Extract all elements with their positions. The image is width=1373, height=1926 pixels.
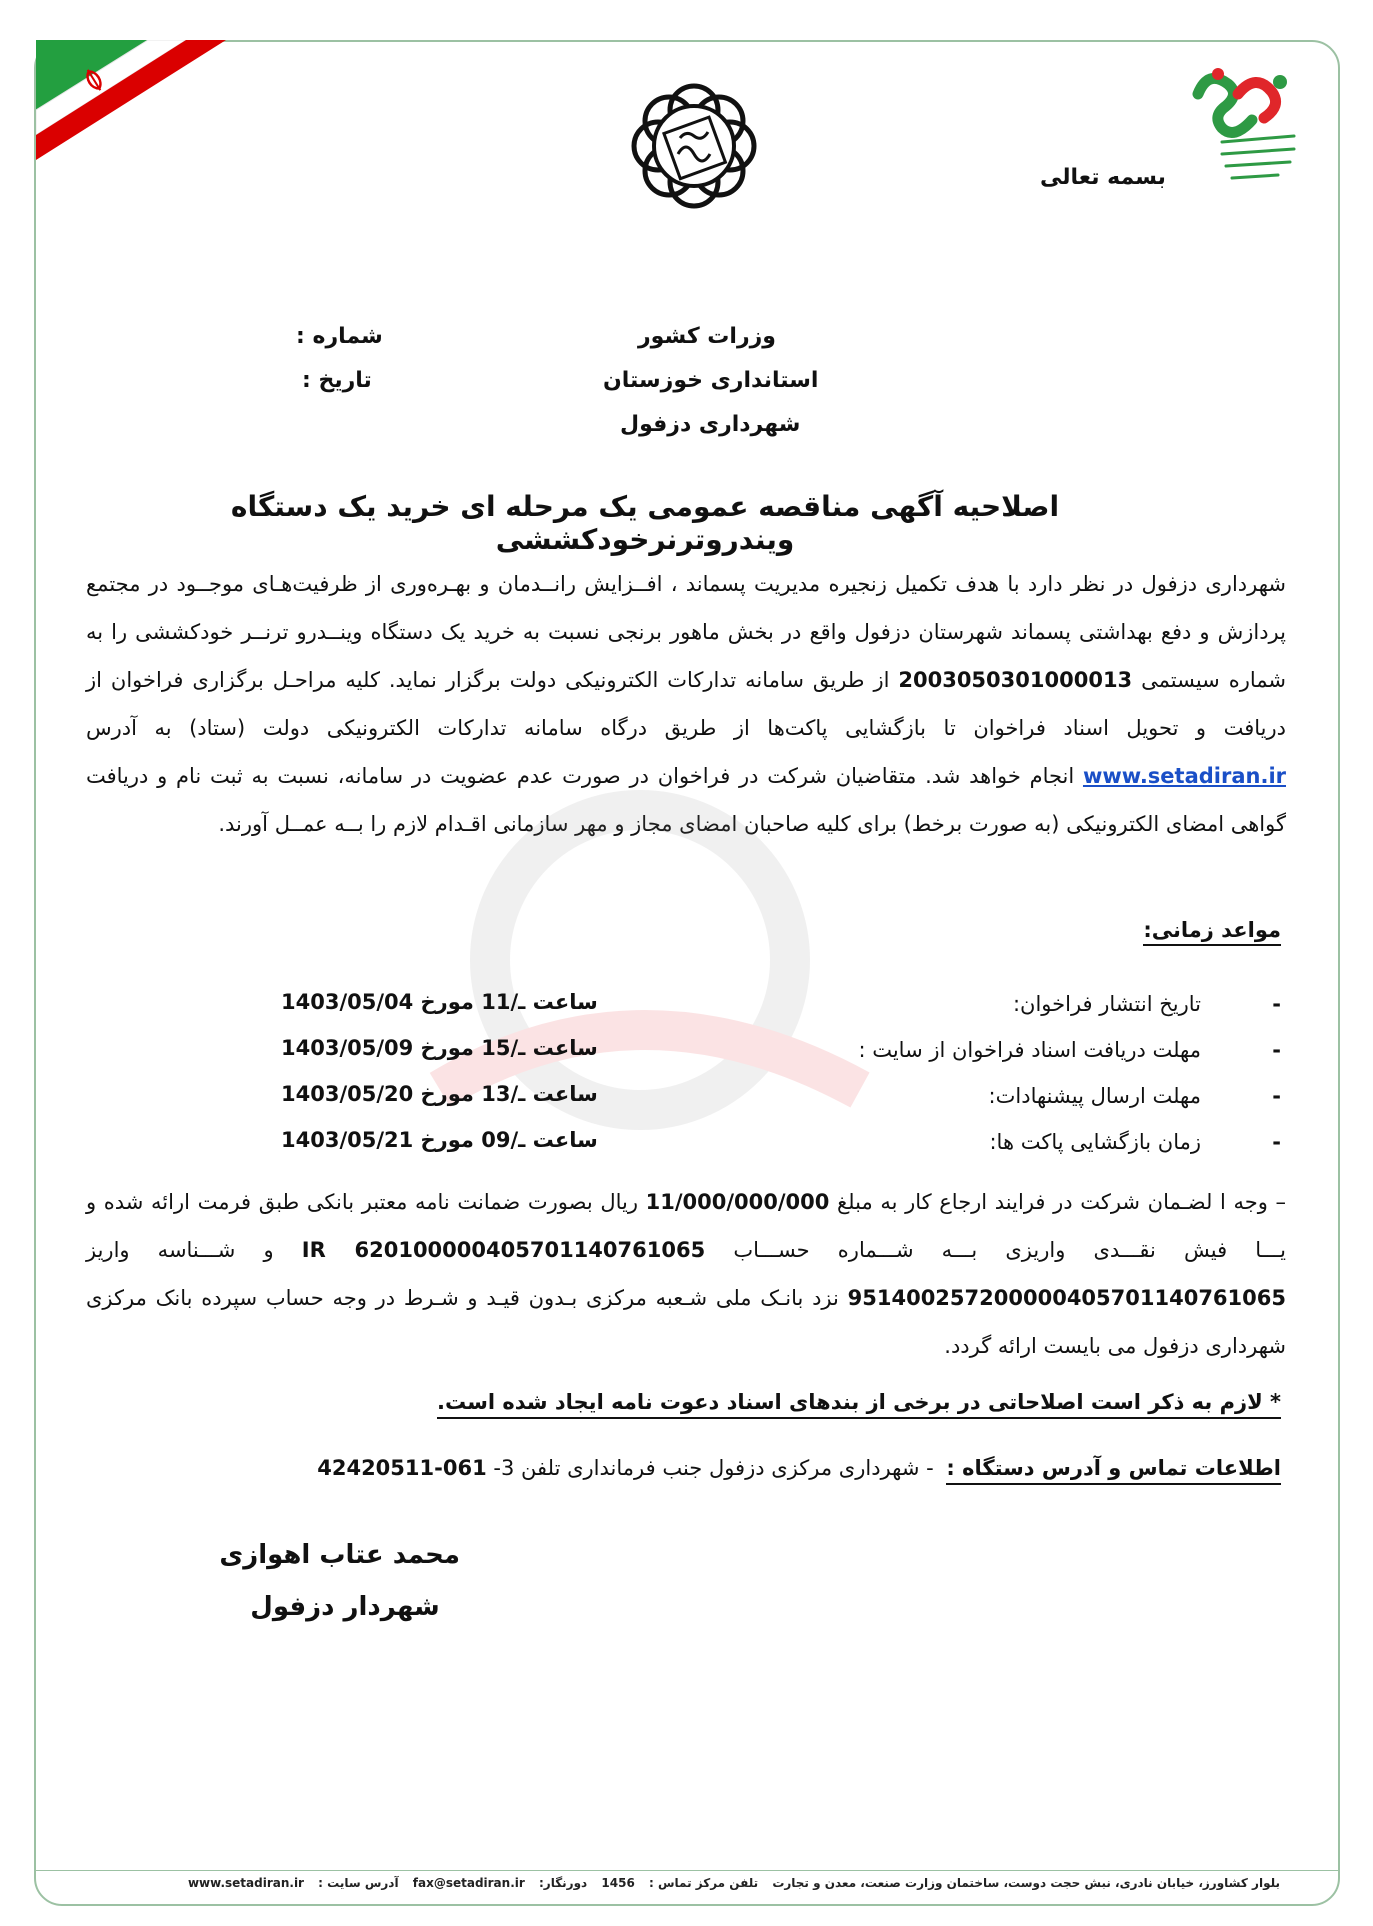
contact-label: اطلاعات تماس و آدرس دستگاه : — [946, 1456, 1281, 1485]
guarantee-part2: ریال بصورت ضمانت نامه معتبر بانکی طبق فرمت ارائه شده و یـــا فیش نقـــدی واریزی بـــه شـــماره حســـاب — [86, 1190, 1286, 1262]
schedule-value: ساعت ـ/13 مورخ 1403/05/20 — [281, 1082, 598, 1106]
signer-name: محمد عتاب اهوازی — [219, 1540, 460, 1570]
contact-phone: 061-42420511 — [317, 1456, 487, 1480]
guarantee-amount: 11/000/000/000 — [645, 1190, 830, 1214]
bullet-dash: - — [1272, 1038, 1281, 1062]
signer-title: شهردار دزفول — [250, 1592, 440, 1622]
schedule-row — [281, 1032, 1281, 1072]
footer-phone-label: تلفن مرکز تماس : — [649, 1876, 759, 1890]
schedule-label: مهلت ارسال پیشنهادات: — [988, 1084, 1201, 1108]
footer — [150, 1876, 1280, 1890]
iran-flag-emblem — [36, 40, 226, 160]
amendment-note: * لازم به ذکر است اصلاحاتی در برخی از بندهای اسناد دعوت نامه ایجاد شده است. — [437, 1390, 1281, 1419]
account-number: IR 620100000405701140761065 — [301, 1238, 706, 1262]
contact-line — [317, 1456, 1281, 1480]
schedule-row — [281, 986, 1281, 1026]
guarantee-paragraph — [86, 1178, 1286, 1370]
schedule-label: تاریخ انتشار فراخوان: — [1012, 992, 1201, 1016]
schedule-label: مهلت دریافت اسناد فراخوان از سایت : — [858, 1038, 1201, 1062]
letter-number-label: شماره : — [296, 324, 383, 349]
contact-address: - شهرداری مرکزی دزفول جنب فرمانداری تلفن 3- — [493, 1456, 934, 1480]
org-ministry: وزرات کشور — [638, 324, 776, 349]
notice-body-part2: از طریق سامانه تدارکات الکترونیکی دولت برگزار نماید. کلیه مراحـل برگزاری فراخوان از دریافت و تحویل اسناد فراخوان تا بازگشایی پاکت‌ها از طریق درگاه سامانه تدارکات الکترونیکی دولت (ستاد) به آدرس — [86, 668, 1286, 740]
dezful-municipality-seal — [628, 80, 760, 212]
schedule-row — [281, 1078, 1281, 1118]
footer-divider — [34, 1870, 1338, 1871]
basmala-heading: بسمه تعالی — [1040, 165, 1166, 190]
guarantee-part4: نزد بانـک ملی شـعبه مرکزی بـدون قیـد و شـرط در وجه حساب سپرده بانک مرکزی شهرداری دزفول می بایست ارائه گردد. — [86, 1286, 1286, 1358]
setad-e-procurement-logo — [1168, 54, 1318, 194]
system-number: 2003050301000013 — [898, 668, 1133, 692]
notice-body-part1: شهرداری دزفول در نظر دارد با هدف تکمیل زنجیره مدیریت پسماند ، افــزایش رانــدمان و بهـره‌وری از ظرفیت‌هـای موجــود در مجتمع پردازش و دفع بهداشتی پسماند شهرستان دزفول واقع در بخش ماهور برنجی نسبت به خرید یک دستگاه وینــدرو ترنــر خودکششی را به شماره سیستمی — [86, 572, 1286, 692]
footer-address: بلوار کشاورز، خیابان نادری، نبش حجت دوست، ساختمان وزارت صنعت، معدن و تجارت — [772, 1876, 1280, 1890]
setad-website-link[interactable]: www.setadiran.ir — [1082, 764, 1286, 788]
bullet-dash: - — [1272, 1130, 1281, 1154]
schedule-row — [281, 1124, 1281, 1164]
footer-site-label: آدرس سایت : — [318, 1876, 399, 1890]
footer-fax[interactable]: fax@setadiran.ir — [412, 1876, 525, 1890]
payment-id: 951400257200000405701140761065 — [847, 1286, 1286, 1310]
footer-site[interactable]: www.setadiran.ir — [187, 1876, 304, 1890]
schedule-label: زمان بازگشایی پاکت ها: — [989, 1130, 1201, 1154]
schedule-value: ساعت ـ/11 مورخ 1403/05/04 — [281, 990, 598, 1014]
notice-title: اصلاحیه آگهی مناقصه عمومی یک مرحله ای خرید یک دستگاه ویندروترنرخودکششی — [230, 490, 1060, 556]
org-governorate: استانداری خوزستان — [603, 368, 819, 393]
notice-body-part3: انجام خواهد شد. متقاضیان شرکت در فراخوان در صورت عدم عضویت در سامانه، نسبت به ثبت نام و دریافت گواهی امضای الکترونیکی (به صورت برخط) برای کلیه صاحبان امضای مجاز و مهر سازمانی اقـدام لازم را بــه عمــل آورند. — [86, 764, 1286, 836]
org-municipality: شهرداری دزفول — [620, 412, 801, 437]
schedule-heading: مواعد زمانی: — [1143, 918, 1281, 946]
bullet-dash: - — [1272, 1084, 1281, 1108]
schedule-value: ساعت ـ/15 مورخ 1403/05/09 — [281, 1036, 598, 1060]
schedule-value: ساعت ـ/09 مورخ 1403/05/21 — [281, 1128, 598, 1152]
letter-date-label: تاریخ : — [302, 368, 372, 393]
guarantee-part3: و شـــناسه واریز — [86, 1238, 274, 1262]
footer-fax-label: دورنگار: — [538, 1876, 588, 1890]
guarantee-part1: – وجه ا لضـمان شرکت در فرایند ارجاع کار به مبلغ — [837, 1190, 1286, 1214]
footer-phone: 1456 — [601, 1876, 635, 1890]
bullet-dash: - — [1272, 992, 1281, 1016]
